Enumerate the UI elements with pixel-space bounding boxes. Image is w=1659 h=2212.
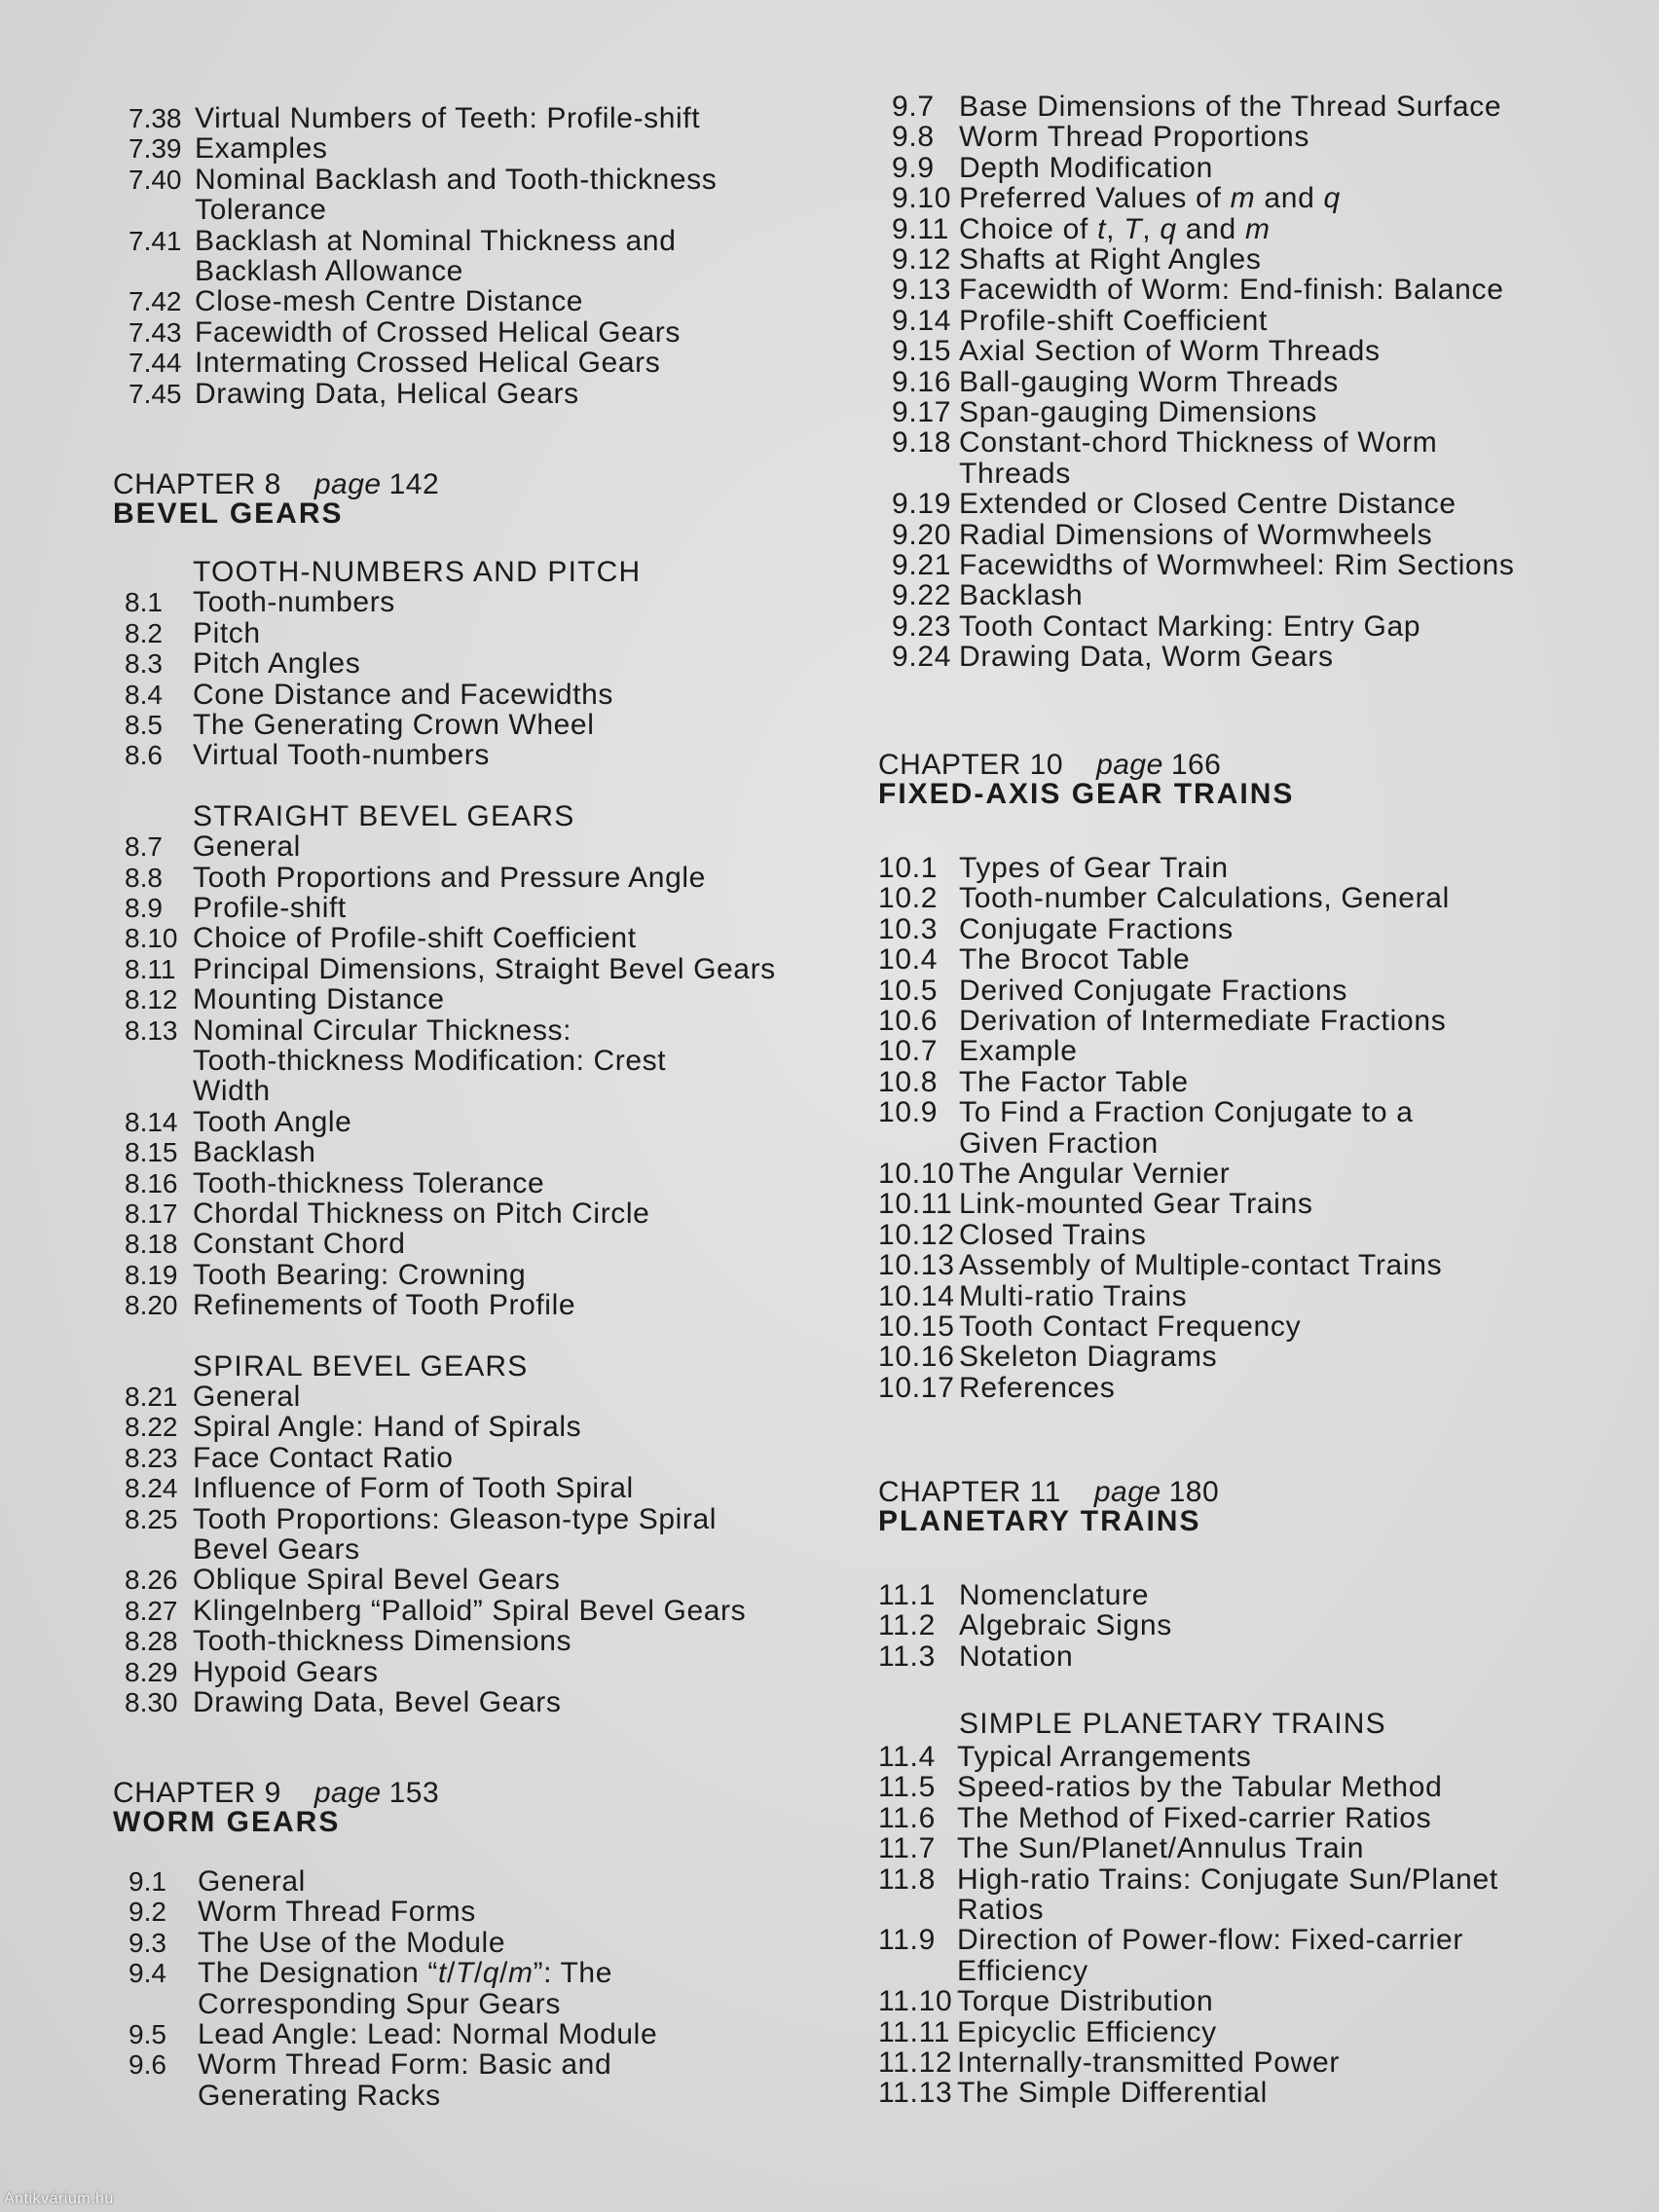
entry-title: To Find a Fraction Conjugate to a <box>959 1096 1414 1129</box>
page-number: 153 <box>388 1777 440 1809</box>
entry-number: 9.23 <box>892 609 952 643</box>
entry-number: 9.4 <box>129 1958 166 1989</box>
entry-number: 9.17 <box>892 396 952 428</box>
entry-title: Multi-ratio Trains <box>959 1279 1188 1312</box>
entry-number: 8.14 <box>125 1106 178 1137</box>
section-heading: TOOTH-NUMBERS AND PITCH <box>193 556 642 588</box>
entry-title: Tooth Contact Marking: Entry Gap <box>959 609 1421 643</box>
entry-number: 7.42 <box>129 286 182 317</box>
entry-title: Virtual Tooth-numbers <box>193 739 490 772</box>
entry-number: 8.23 <box>125 1442 178 1473</box>
entry-title: Tooth-thickness Dimensions <box>193 1625 572 1658</box>
entry-number: 8.26 <box>125 1565 178 1596</box>
entry-number: 8.24 <box>125 1473 178 1504</box>
entry-number: 10.10 <box>878 1158 955 1190</box>
chapter-title: PLANETARY TRAINS <box>878 1505 1201 1537</box>
entry-number: 9.3 <box>129 1927 166 1958</box>
entry-number: 10.6 <box>878 1005 939 1037</box>
entry-number: 9.15 <box>892 335 952 368</box>
entry-number: 8.30 <box>125 1687 178 1717</box>
entry-title: The Generating Crown Wheel <box>193 709 595 741</box>
entry-number: 9.7 <box>892 91 935 123</box>
entry-number: 8.5 <box>125 710 163 740</box>
entry-title: High-ratio Trains: Conjugate Sun/Planet <box>957 1862 1498 1896</box>
entry-title: Generating Racks <box>198 2079 441 2112</box>
entry-number: 8.27 <box>125 1595 178 1626</box>
entry-number: 7.41 <box>129 225 182 256</box>
entry-number: 8.22 <box>125 1412 178 1443</box>
entry-number: 7.38 <box>129 103 182 133</box>
entry-number: 8.3 <box>125 648 163 680</box>
entry-number: 10.5 <box>878 974 939 1007</box>
entry-number: 9.1 <box>129 1866 166 1897</box>
entry-title: Backlash at Nominal Thickness and <box>195 224 677 257</box>
entry-number: 9.10 <box>892 182 952 215</box>
entry-number: 11.10 <box>878 1985 953 2018</box>
entry-number: 8.20 <box>125 1290 178 1321</box>
entry-number: 9.11 <box>892 212 949 245</box>
entry-number: 10.9 <box>878 1096 939 1129</box>
entry-title: General <box>193 1381 301 1413</box>
entry-title: Intermating Crossed Helical Gears <box>195 347 661 380</box>
entry-title: Spiral Angle: Hand of Spirals <box>193 1411 582 1444</box>
entry-number: 7.44 <box>129 348 182 379</box>
entry-title: Extended or Closed Centre Distance <box>959 488 1456 521</box>
entry-number: 9.20 <box>892 518 952 551</box>
entry-title: Facewidths of Wormwheel: Rim Sections <box>959 549 1515 581</box>
entry-title: The Simple Differential <box>957 2077 1269 2110</box>
entry-number: 9.2 <box>129 1897 166 1928</box>
entry-number: 9.14 <box>892 304 952 337</box>
chapter-label <box>878 750 1221 781</box>
entry-title: Tolerance <box>195 194 327 227</box>
entry-title: Speed-ratios by the Tabular Method <box>957 1771 1443 1804</box>
entry-number: 8.8 <box>125 862 163 893</box>
chapter-number: CHAPTER 9 <box>113 1777 281 1809</box>
entry-title: Tooth Proportions: Gleason-type Spiral <box>193 1502 718 1535</box>
entry-title: Pitch Angles <box>193 647 361 681</box>
entry-title: The Factor Table <box>959 1065 1189 1098</box>
entry-number: 8.16 <box>125 1167 178 1198</box>
section-heading: STRAIGHT BEVEL GEARS <box>193 799 575 832</box>
page-number: 180 <box>1168 1476 1220 1508</box>
entry-title: Algebraic Signs <box>959 1609 1172 1642</box>
entry-number: 10.13 <box>878 1249 955 1282</box>
entry-title: Tooth-thickness Tolerance <box>193 1166 545 1199</box>
entry-number: 11.11 <box>878 2015 951 2048</box>
entry-number: 8.9 <box>125 893 163 923</box>
entry-title: Nominal Circular Thickness: <box>193 1014 572 1047</box>
entry-title: Pitch <box>193 616 261 649</box>
entry-title: Link-mounted Gear Trains <box>959 1188 1313 1221</box>
entry-title: Width <box>193 1075 271 1108</box>
entry-number: 8.13 <box>125 1014 178 1046</box>
entry-number: 8.15 <box>125 1137 178 1168</box>
entry-title: Types of Gear Train <box>959 852 1229 884</box>
entry-title: Given Fraction <box>959 1126 1159 1160</box>
entry-title: Bevel Gears <box>193 1533 360 1566</box>
entry-number: 9.24 <box>892 641 952 674</box>
entry-title: Cone Distance and Facewidths <box>193 678 614 711</box>
page-word: page <box>313 468 382 500</box>
entry-title: Mounting Distance <box>193 983 445 1016</box>
chapter-number: CHAPTER 10 <box>878 749 1064 781</box>
entry-number: 9.5 <box>129 2019 166 2049</box>
entry-title: Depth Modification <box>959 151 1214 184</box>
entry-title: Epicyclic Efficiency <box>957 2015 1217 2048</box>
chapter-number: CHAPTER 8 <box>113 468 281 500</box>
entry-title: Typical Arrangements <box>957 1741 1252 1773</box>
entry-title: Preferred Values of m and q <box>959 182 1341 215</box>
entry-title: Ball-gauging Worm Threads <box>959 365 1339 398</box>
entry-title: Conjugate Fractions <box>959 912 1234 945</box>
entry-number: 8.6 <box>125 740 163 771</box>
entry-number: 11.9 <box>878 1924 936 1957</box>
entry-title: Backlash <box>193 1136 316 1169</box>
entry-title: The Use of the Module <box>198 1926 506 1959</box>
entry-title: Ratios <box>957 1894 1045 1926</box>
entry-title: Principal Dimensions, Straight Bevel Gears <box>193 952 776 985</box>
entry-title: The Sun/Planet/Annulus Train <box>957 1832 1365 1865</box>
entry-title: Tooth-number Calculations, General <box>959 882 1451 915</box>
entry-number: 10.2 <box>878 882 939 915</box>
entry-number: 11.1 <box>878 1579 936 1611</box>
entry-title: Nominal Backlash and Tooth-thickness <box>195 163 718 196</box>
entry-title: Direction of Power-flow: Fixed-carrier <box>957 1924 1464 1957</box>
entry-number: 10.4 <box>878 943 939 977</box>
entry-number: 8.2 <box>125 617 163 648</box>
entry-title: Closed Trains <box>959 1218 1147 1251</box>
entry-title: Face Contact Ratio <box>193 1441 454 1474</box>
entry-number: 9.8 <box>892 121 935 154</box>
entry-title: General <box>193 830 301 864</box>
entry-number: 7.40 <box>129 164 182 195</box>
entry-number: 10.3 <box>878 912 939 945</box>
entry-title: Oblique Spiral Bevel Gears <box>193 1564 561 1597</box>
entry-number: 11.5 <box>878 1771 936 1804</box>
entry-title: Virtual Numbers of Teeth: Profile-shift <box>195 102 701 134</box>
page-number: 166 <box>1170 749 1222 781</box>
chapter-label <box>113 1778 439 1809</box>
entry-title: Choice of Profile-shift Coefficient <box>193 922 637 955</box>
entry-title: Span-gauging Dimensions <box>959 396 1317 428</box>
entry-title: Klingelnberg “Palloid” Spiral Bevel Gears <box>193 1594 747 1627</box>
entry-number: 7.43 <box>129 316 182 348</box>
entry-title: Facewidth of Crossed Helical Gears <box>195 315 681 349</box>
entry-title: Efficiency <box>957 1954 1088 1987</box>
section-heading: SPIRAL BEVEL GEARS <box>193 1349 529 1382</box>
entry-title: Derivation of Intermediate Fractions <box>959 1005 1447 1037</box>
entry-number: 8.25 <box>125 1503 178 1534</box>
entry-number: 11.12 <box>878 2046 953 2079</box>
entry-title: Drawing Data, Helical Gears <box>195 377 579 410</box>
entry-title: Choice of t, T, q and m <box>959 212 1271 245</box>
entry-number: 8.11 <box>125 953 176 984</box>
entry-number: 8.10 <box>125 923 178 954</box>
chapter-title: BEVEL GEARS <box>113 498 344 530</box>
entry-title: Tooth-numbers <box>193 586 395 619</box>
entry-title: Base Dimensions of the Thread Surface <box>959 91 1502 123</box>
entry-title: The Designation “t/T/q/m”: The <box>198 1957 612 1990</box>
entry-title: Notation <box>959 1640 1074 1673</box>
entry-title: Threads <box>959 457 1071 490</box>
entry-number: 8.4 <box>125 679 163 710</box>
entry-number: 11.8 <box>878 1862 936 1896</box>
entry-number: 11.7 <box>878 1832 936 1865</box>
entry-number: 9.22 <box>892 579 952 612</box>
entry-number: 11.4 <box>878 1741 936 1773</box>
entry-number: 9.12 <box>892 243 952 276</box>
entry-number: 10.8 <box>878 1065 939 1098</box>
entry-number: 11.6 <box>878 1801 936 1834</box>
entry-title: Backlash <box>959 579 1084 612</box>
entry-number: 10.1 <box>878 852 939 884</box>
entry-title: Nomenclature <box>959 1579 1150 1611</box>
page-number: 142 <box>388 468 440 500</box>
entry-number: 9.9 <box>892 151 935 184</box>
entry-number: 10.12 <box>878 1218 955 1251</box>
entry-title: Worm Thread Form: Basic and <box>198 2048 612 2082</box>
entry-number: 9.21 <box>892 549 952 581</box>
entry-title: Torque Distribution <box>957 1985 1214 2018</box>
entry-title: Example <box>959 1035 1078 1068</box>
entry-title: Tooth-thickness Modification: Crest <box>193 1045 667 1077</box>
entry-title: Derived Conjugate Fractions <box>959 974 1348 1007</box>
entry-number: 11.13 <box>878 2077 953 2110</box>
entry-title: Shafts at Right Angles <box>959 243 1262 276</box>
entry-title: Worm Thread Forms <box>198 1896 476 1929</box>
entry-title: The Brocot Table <box>959 943 1191 977</box>
entry-title: Examples <box>195 132 328 166</box>
entry-title: Refinements of Tooth Profile <box>193 1289 576 1322</box>
entry-title: Facewidth of Worm: End-finish: Balance <box>959 274 1504 307</box>
entry-number: 8.21 <box>125 1382 178 1412</box>
entry-title: Radial Dimensions of Wormwheels <box>959 518 1433 551</box>
entry-number: 10.14 <box>878 1279 955 1312</box>
entry-number: 7.39 <box>129 133 182 165</box>
entry-title: Close-mesh Centre Distance <box>195 285 584 318</box>
entry-title: The Angular Vernier <box>959 1158 1231 1190</box>
entry-title: Tooth Bearing: Crowning <box>193 1258 527 1291</box>
entry-title: References <box>959 1371 1116 1404</box>
entry-number: 10.11 <box>878 1188 953 1221</box>
watermark: Antikvárium.hu <box>4 2191 114 2207</box>
entry-number: 8.7 <box>125 831 163 863</box>
entry-number: 8.12 <box>125 984 178 1015</box>
entry-title: Hypoid Gears <box>193 1655 379 1688</box>
entry-title: Axial Section of Worm Threads <box>959 335 1381 368</box>
entry-number: 9.19 <box>892 488 952 521</box>
page-word: page <box>313 1777 382 1809</box>
entry-number: 8.17 <box>125 1198 178 1229</box>
entry-number: 8.28 <box>125 1626 178 1657</box>
chapter-title: FIXED-AXIS GEAR TRAINS <box>878 778 1295 810</box>
entry-title: Assembly of Multiple-contact Trains <box>959 1249 1443 1282</box>
entry-number: 10.7 <box>878 1035 939 1068</box>
entry-number: 9.18 <box>892 426 952 460</box>
entry-title: Constant Chord <box>193 1228 406 1261</box>
entry-title: Worm Thread Proportions <box>959 121 1310 154</box>
entry-title: Constant-chord Thickness of Worm <box>959 426 1438 460</box>
chapter-label <box>878 1477 1219 1508</box>
entry-number: 8.1 <box>125 587 163 618</box>
page-word: page <box>1093 1476 1161 1508</box>
page-word: page <box>1096 749 1163 781</box>
entry-title: The Method of Fixed-carrier Ratios <box>957 1801 1432 1834</box>
entry-title: Lead Angle: Lead: Normal Module <box>198 2018 658 2050</box>
entry-number: 11.3 <box>878 1640 936 1673</box>
entry-number: 7.45 <box>129 378 182 409</box>
entry-number: 11.2 <box>878 1609 936 1642</box>
chapter-number: CHAPTER 11 <box>878 1476 1061 1508</box>
entry-title: Skeleton Diagrams <box>959 1341 1218 1374</box>
entry-number: 10.15 <box>878 1310 955 1343</box>
entry-number: 8.29 <box>125 1656 178 1687</box>
chapter-label <box>113 469 439 500</box>
entry-title: Backlash Allowance <box>195 255 463 287</box>
entry-title: Tooth Angle <box>193 1105 352 1138</box>
entry-number: 10.17 <box>878 1371 955 1404</box>
entry-title: Internally-transmitted Power <box>957 2046 1341 2079</box>
entry-title: Profile-shift <box>193 892 347 924</box>
entry-number: 8.18 <box>125 1229 178 1260</box>
entry-title: Tooth Proportions and Pressure Angle <box>193 861 706 894</box>
entry-title: Drawing Data, Bevel Gears <box>193 1686 562 1718</box>
entry-number: 8.19 <box>125 1259 178 1290</box>
entry-title: Tooth Contact Frequency <box>959 1310 1302 1343</box>
section-heading: SIMPLE PLANETARY TRAINS <box>959 1708 1386 1740</box>
entry-number: 10.16 <box>878 1341 955 1374</box>
entry-title: Chordal Thickness on Pitch Circle <box>193 1198 650 1230</box>
entry-title: Corresponding Spur Gears <box>198 1987 561 2020</box>
entry-number: 9.13 <box>892 274 952 307</box>
entry-title: Profile-shift Coefficient <box>959 304 1269 337</box>
entry-title: Drawing Data, Worm Gears <box>959 641 1334 674</box>
entry-number: 9.6 <box>129 2049 166 2081</box>
chapter-title: WORM GEARS <box>113 1806 341 1838</box>
entry-title: Influence of Form of Tooth Spiral <box>193 1472 634 1505</box>
entry-title: General <box>198 1865 306 1898</box>
entry-number: 9.16 <box>892 365 952 398</box>
